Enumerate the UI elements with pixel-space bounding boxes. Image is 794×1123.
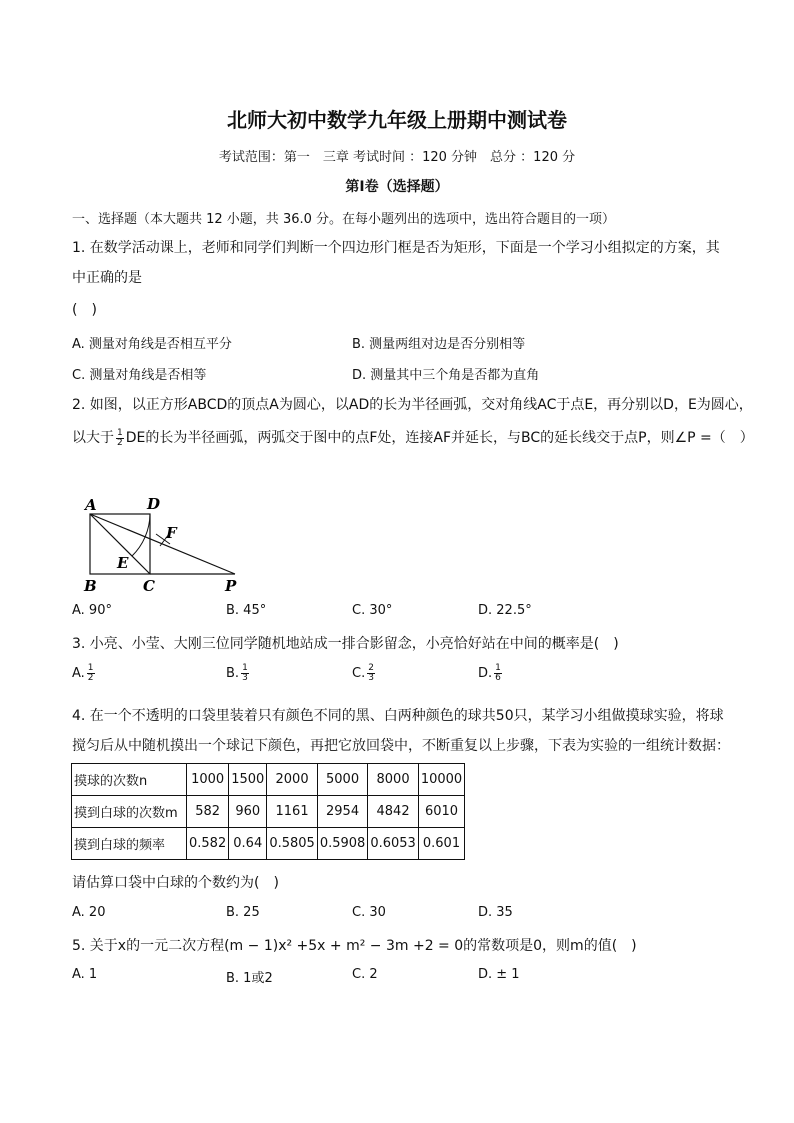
table-cell: 0.64: [229, 828, 267, 860]
q2-stem-line2: [72, 428, 754, 448]
q1-option-c: C. 测量对角线是否相等: [72, 368, 207, 383]
table-cell: 摸到白球的频率: [72, 828, 187, 860]
q4-option-d: D. 35: [478, 905, 513, 920]
label-p: P: [225, 577, 237, 594]
q1-option-b: B. 测量两组对边是否分别相等: [352, 337, 526, 352]
q4-stem-line1: 4. 在一个不透明的口袋里装着只有颜色不同的黑、白两种颜色的球共50只，某学习小组做摸球实验，将球: [72, 708, 724, 724]
q3-option-a: A. $\frac{1}{2}$: [72, 663, 94, 683]
table-cell: 4842: [368, 796, 419, 828]
table-cell: 0.582: [187, 828, 229, 860]
q4-question: 请估算口袋中白球的个数约为( ): [72, 875, 279, 891]
q2-half-fraction: $\frac{1}{2}$: [117, 427, 123, 448]
q1-option-a: A. 测量对角线是否相互平分: [72, 337, 232, 352]
q5-option-d: D. ± 1: [478, 967, 520, 982]
table-cell: 2954: [317, 796, 368, 828]
table-cell: 10000: [418, 764, 464, 796]
table-cell: 0.5805: [267, 828, 318, 860]
q4-stem-line2: 搅匀后从中随机摸出一个球记下颜色，再把它放回袋中，不断重复以上步骤，下表为实验的一组统计数据：: [72, 738, 730, 754]
exam-meta: 考试范围：第一 三章 考试时间 ：120 分钟 总分 ：120 分: [218, 150, 576, 165]
q3-option-c: C. $\frac{2}{3}$: [352, 663, 374, 683]
table-cell: 1000: [187, 764, 229, 796]
q2-stem-line1: 2. 如图，以正方形ABCD的顶点A为圆心，以AD的长为半径画弧，交对角线AC于点E，再分别以D，E为圆心，: [72, 397, 753, 413]
q4-option-c: C. 30: [352, 905, 386, 920]
q3-stem: 3. 小亮、小莹、大刚三位同学随机地站成一排合影留念，小亮恰好站在中间的概率是( ): [72, 636, 619, 652]
q2-text-b: DE的长为半径画弧，两弧交于图中的点F处，连接AF并延长，与BC的延长线交于点P，则∠P =（ ）: [125, 430, 754, 446]
q4-option-a: A. 20: [72, 905, 106, 920]
table-row: [72, 764, 465, 796]
q2-geometry-figure: [80, 494, 250, 594]
table-cell: 582: [187, 796, 229, 828]
q3-option-b: B. $\frac{1}{3}$: [226, 663, 248, 683]
q5-option-b: B. 1或2: [226, 971, 273, 986]
q1-stem-line2: 中正确的是: [72, 270, 142, 286]
label-a: A: [85, 496, 97, 514]
table-cell: 6010: [418, 796, 464, 828]
table-cell: 5000: [317, 764, 368, 796]
line-ap: [90, 514, 235, 574]
label-c: C: [143, 577, 155, 594]
label-d: D: [147, 495, 161, 513]
table-cell: 8000: [368, 764, 419, 796]
table-cell: 960: [229, 796, 267, 828]
label-b: B: [84, 577, 97, 594]
table-cell: 摸到白球的次数m: [72, 796, 187, 828]
table-cell: 1161: [267, 796, 318, 828]
q2-option-d: D. 22.5°: [478, 603, 532, 618]
q1-paren: ( ): [72, 302, 97, 318]
q5-option-c: C. 2: [352, 967, 378, 982]
label-f: F: [166, 524, 177, 542]
volume-heading: 第Ⅰ卷（选择题）: [345, 179, 449, 195]
q4-option-b: B. 25: [226, 905, 260, 920]
q1-option-d: D. 测量其中三个角是否都为直角: [352, 368, 540, 383]
label-e: E: [117, 554, 129, 572]
q4-data-table: [71, 763, 465, 860]
q2-text-a: 以大于: [72, 430, 114, 446]
table-cell: 1500: [229, 764, 267, 796]
q3-option-d: D. $\frac{1}{6}$: [478, 663, 501, 683]
table-row: [72, 796, 465, 828]
q2-option-c: C. 30°: [352, 603, 393, 618]
table-cell: 摸球的次数n: [72, 764, 187, 796]
q5-stem: 5. 关于x的一元二次方程(m − 1)x² +5x + m² − 3m +2 = 0的常数项是0，则m的值( ): [72, 938, 637, 954]
table-cell: 0.601: [418, 828, 464, 860]
q2-option-b: B. 45°: [226, 603, 267, 618]
exam-title: 北师大初中数学九年级上册期中测试卷: [227, 108, 567, 132]
q2-option-a: A. 90°: [72, 603, 112, 618]
table-row: [72, 828, 465, 860]
table-cell: 2000: [267, 764, 318, 796]
q1-stem-line1: 1. 在数学活动课上，老师和同学们判断一个四边形门框是否为矩形，下面是一个学习小组拟定的方案，其: [72, 240, 720, 256]
table-cell: 0.5908: [317, 828, 368, 860]
section-heading: 一、选择题（本大题共 12 小题，共 36.0 分。在每小题列出的选项中，选出符合题目的一项）: [72, 212, 616, 227]
table-cell: 0.6053: [368, 828, 419, 860]
q5-option-a: A. 1: [72, 967, 98, 982]
